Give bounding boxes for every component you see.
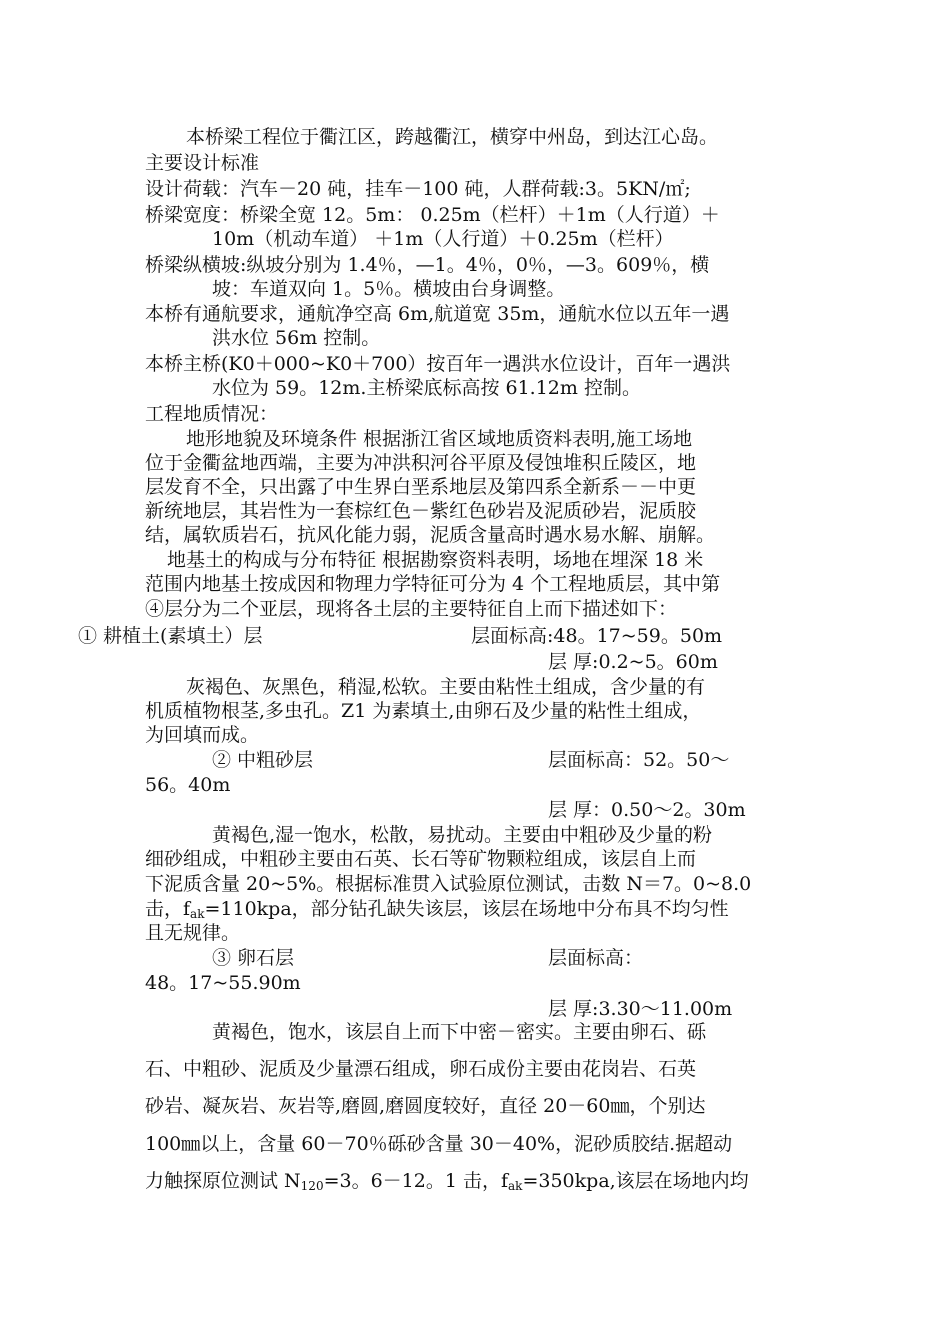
subscript-ak: ak — [508, 1179, 523, 1193]
layer-2-name: ② 中粗砂层 — [212, 749, 314, 771]
navigation-line-2: 洪水位 56m 控制。 — [212, 327, 381, 349]
design-load-line: 设计荷载：汽车－20 砘，挂车－100 砘，人群荷载:3。5KN/㎡; — [145, 178, 691, 200]
foundation-line-1: 地基土的构成与分布特征 根据勘察资料表明，场地在埋深 18 米 — [167, 549, 704, 571]
bridge-slope-line-1: 桥梁纵横坡:纵坡分别为 1.4％，—1。4％，0％，—3。609％，横 — [145, 254, 710, 276]
terrain-line-5: 结，属软质岩石，抗风化能力弱，泥质含量高时遇水易水解、崩解。 — [145, 524, 716, 546]
layer-3-name: ③ 卵石层 — [212, 947, 295, 969]
layer-3-desc-1: 黄褐色，饱水，该层自上而下中密－密实。主要由卵石、砾 — [212, 1021, 707, 1043]
layer-3-thickness: 层 厚:3.30～11.00m — [548, 998, 733, 1020]
layer-1-name: ① 耕植土(素填土）层 — [78, 625, 263, 647]
layer-1-desc-1: 灰褐色、灰黑色，稍湿,松软。主要由粘性土组成，含少量的有 — [186, 676, 706, 698]
navigation-line-1: 本桥有通航要求，通航净空高 6m,航道宽 35m，通航水位以五年一遇 — [145, 303, 730, 325]
layer-2-elevation-cont: 56。40m — [145, 774, 231, 796]
geology-heading: 工程地质情况： — [145, 403, 279, 425]
foundation-line-2: 范围内地基土按成因和物理力学特征可分为 4 个工程地质层，其中第 — [145, 573, 721, 595]
layer-3-desc-4: 100㎜以上，含量 60－70％砾砂含量 30－40%，泥砂质胶结.据超动 — [145, 1133, 733, 1155]
layer-2-desc-5: 且无规律。 — [145, 922, 241, 944]
layer-2-desc-1: 黄褐色,湿一饱水，松散，易扰动。主要由中粗砂及少量的粉 — [212, 824, 713, 846]
bridge-width-line-2: 10m（机动车道） ＋1m（人行道）＋0.25m（栏杆） — [212, 228, 674, 250]
foundation-line-3: ④层分为二个亚层，现将各土层的主要特征自上而下描述如下： — [145, 598, 678, 620]
terrain-line-4: 新统地层，其岩性为一套棕红色－紫红色砂岩及泥质砂岩，泥质胶 — [145, 500, 697, 522]
intro-paragraph: 本桥梁工程位于衢江区，跨越衢江，横穿中州岛，到达江心岛。 — [186, 126, 719, 148]
layer-2-desc-4: 击，$f_{ak}=110kpa$，部分钻孔缺失该层，该层在场地中分布具不均匀性 — [145, 898, 729, 921]
layer-3-desc-3: 砂岩、凝灰岩、灰岩等,磨圆,磨圆度较好，直径 20－60㎜，个别达 — [145, 1095, 706, 1117]
terrain-line-3: 层发育不全，只出露了中生界白垩系地层及第四系全新系－－中更 — [145, 476, 697, 498]
layer-1-desc-3: 为回填而成。 — [145, 724, 260, 746]
layer-3-desc-5: 力触探原位测试 $N_{120}=3$。6－12。1 击，$f_{ak}=350kpa$,该层在场地内均 — [145, 1170, 749, 1193]
layer-3-elevation-cont: 48。17~55.90m — [145, 972, 301, 994]
bridge-slope-line-2: 坡：车道双向 1。5％。横坡由台身调整。 — [212, 278, 566, 300]
layer-2-elevation: 层面标高：52。50～ — [548, 749, 730, 771]
layer-1-elevation: 层面标高:48。17~59。50m — [471, 625, 723, 647]
layer-1-desc-2: 机质植物根茎,多虫孔。Z1 为素填土,由卵石及少量的粘性土组成， — [145, 700, 702, 722]
layer-3-desc-2: 石、中粗砂、泥质及少量漂石组成，卵石成份主要由花岗岩、石英 — [145, 1058, 697, 1080]
flood-line-1: 本桥主桥(K0＋000~K0＋700）按百年一遇洪水位设计，百年一遇洪 — [145, 353, 731, 375]
terrain-line-2: 位于金衢盆地西端，主要为冲洪积河谷平原及侵蚀堆积丘陵区，地 — [145, 452, 697, 474]
flood-line-2: 水位为 59。12m.主桥梁底标高按 61.12m 控制。 — [212, 377, 641, 399]
subscript-ak: ak — [190, 907, 205, 921]
layer-1-thickness: 层 厚:0.2~5。60m — [548, 651, 718, 673]
layer-2-desc-2: 细砂组成，中粗砂主要由石英、长石等矿物颗粒组成，该层自上而 — [145, 848, 697, 870]
terrain-line-1: 地形地貌及环境条件 根据浙江省区域地质资料表明,施工场地 — [186, 428, 693, 450]
bridge-width-line-1: 桥梁宽度：桥梁全宽 12。5m： 0.25m（栏杆）＋1m（人行道）＋ — [145, 204, 720, 226]
design-standards-heading: 主要设计标准 — [145, 152, 260, 174]
layer-3-elevation: 层面标高： — [548, 947, 644, 969]
subscript-120: 120 — [300, 1179, 324, 1193]
layer-2-desc-3: 下泥质含量 20~5%。根据标准贯入试验原位测试，击数 N＝7。0~8.0 — [145, 873, 752, 895]
layer-2-thickness: 层 厚：0.50～2。30m — [548, 799, 746, 821]
